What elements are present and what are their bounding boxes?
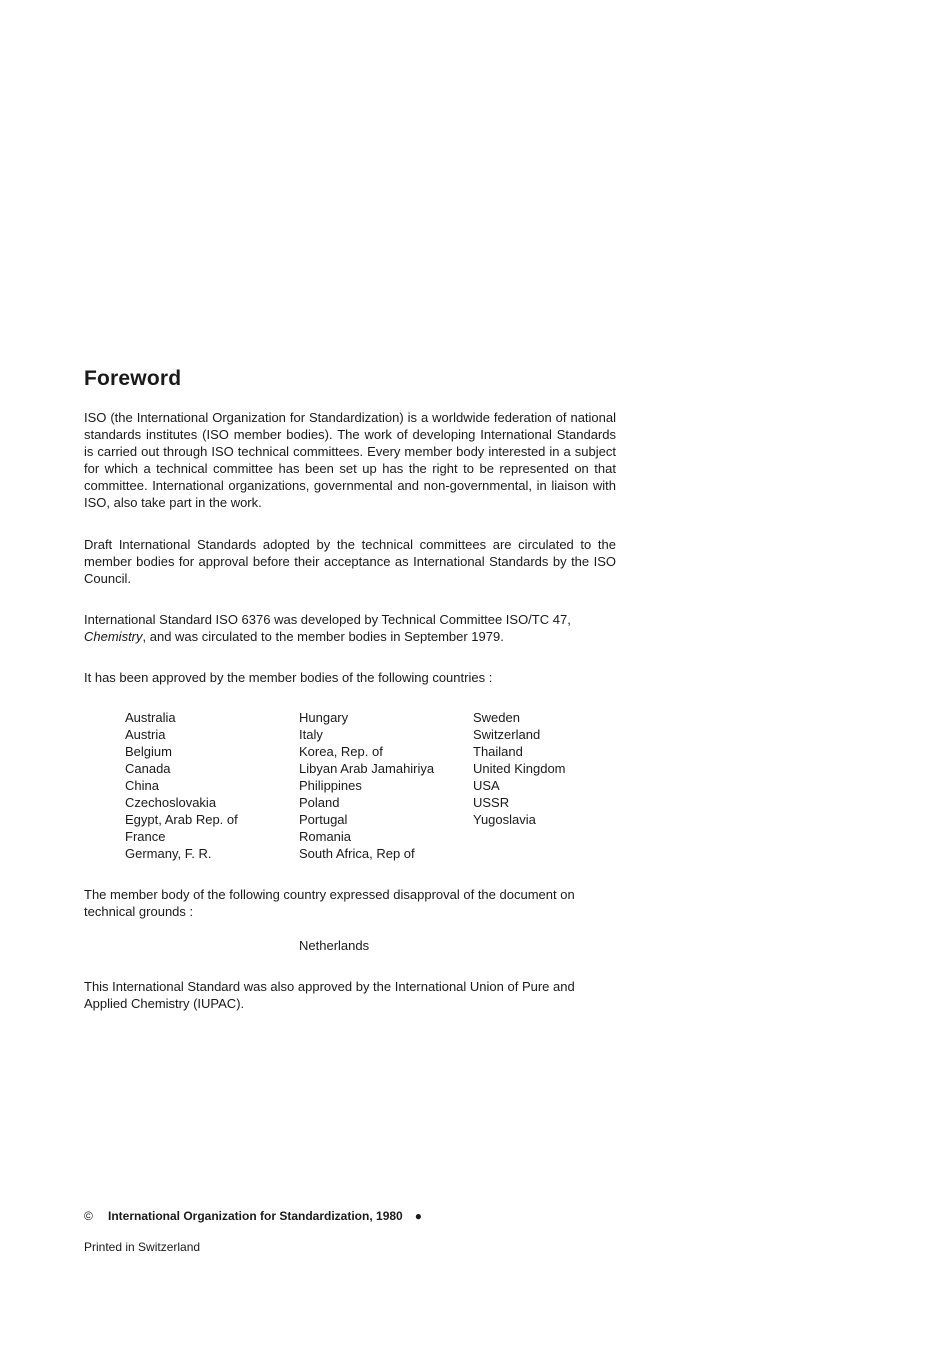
committee-name: Chemistry	[84, 629, 143, 644]
country-item: Poland	[299, 795, 340, 810]
copyright-text: International Organization for Standardization, 1980	[108, 1209, 403, 1223]
country-item: Philippines	[299, 778, 362, 793]
country-item: Korea, Rep. of	[299, 744, 383, 759]
country-item: Canada	[125, 761, 171, 776]
country-item: Libyan Arab Jamahiriya	[299, 761, 435, 776]
country-item: Romania	[299, 829, 352, 844]
copyright-notice	[84, 1209, 422, 1223]
printed-location: Printed in Switzerland	[84, 1240, 201, 1254]
country-item: USSR	[473, 795, 510, 810]
countries-column-3	[473, 709, 566, 828]
paragraph-approval: It has been approved by the member bodies of the following countries :	[84, 670, 493, 685]
country-item: Hungary	[299, 710, 349, 725]
countries-column-2	[299, 709, 434, 862]
paragraph-draft-standards: Draft International Standards adopted by the technical committees are circulated to the member bodies for approval before their acceptance as International Standards by the ISO Council.	[84, 537, 616, 586]
disapproving-country: Netherlands	[299, 938, 370, 953]
country-item: Yugoslavia	[473, 812, 536, 827]
country-item: France	[125, 829, 166, 844]
paragraph-development-after: , and was circulated to the member bodies in September 1979.	[142, 629, 504, 644]
country-item: United Kingdom	[473, 761, 566, 776]
country-item: Czechoslovakia	[125, 795, 217, 810]
paragraph-disapproval: The member body of the following country expressed disapproval of the document on technical grounds :	[84, 887, 575, 919]
country-item: Switzerland	[473, 727, 541, 742]
country-item: Egypt, Arab Rep. of	[125, 812, 238, 827]
country-item: Thailand	[473, 744, 523, 759]
bullet-icon: ●	[414, 1209, 422, 1223]
country-item: Germany, F. R.	[125, 846, 212, 861]
country-item: Sweden	[473, 710, 520, 725]
country-item: Australia	[125, 710, 176, 725]
country-item: Austria	[125, 727, 166, 742]
country-item: Belgium	[125, 744, 172, 759]
country-item: USA	[473, 778, 500, 793]
country-item: Portugal	[299, 812, 348, 827]
country-item: China	[125, 778, 159, 793]
paragraph-development	[84, 611, 616, 645]
paragraph-development-before: International Standard ISO 6376 was developed by Technical Committee ISO/TC 47,	[84, 612, 571, 627]
countries-column-1	[125, 709, 238, 862]
page-title: Foreword	[84, 367, 182, 390]
country-item: Italy	[299, 727, 323, 742]
paragraph-iso-intro: ISO (the International Organization for Standardization) is a worldwide federation of national standards institutes (ISO member bodies). The work of developing International Standards is carried out through ISO technical committees. Every member body interested in a subject for which a technical committee has been set up has the right to be represented on that committee. International organizations, governmental and non-governmental, in liaison with ISO, also take part in the work.	[84, 410, 616, 510]
copyright-icon: ©	[84, 1209, 93, 1223]
country-item: South Africa, Rep of	[299, 846, 415, 861]
paragraph-iupac: This International Standard was also approved by the International Union of Pure and Applied Chemistry (IUPAC).	[84, 979, 575, 1011]
